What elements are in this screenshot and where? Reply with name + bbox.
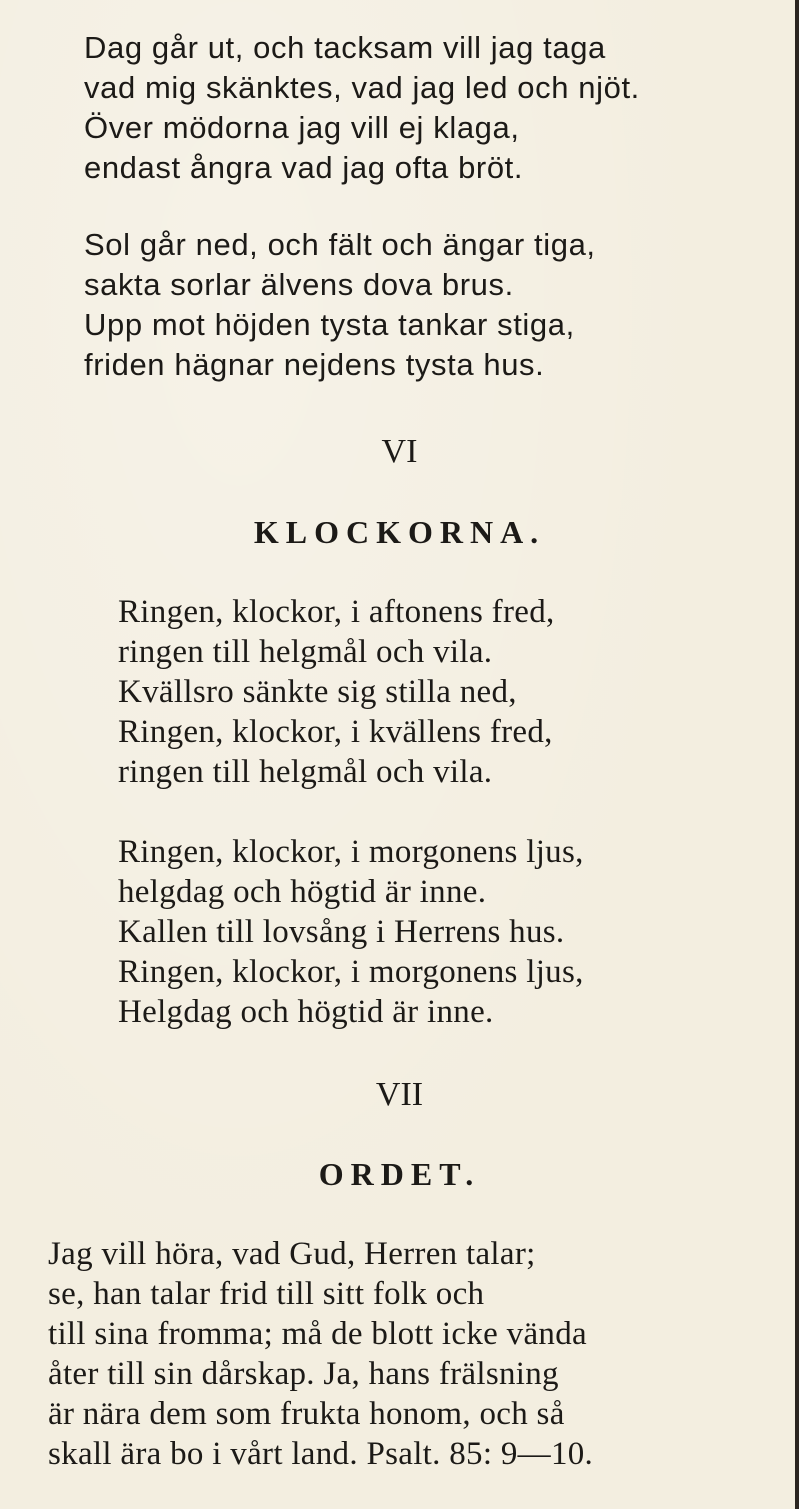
scripture-line: skall ära bo i vårt land. Psalt. 85: 9—10.	[48, 1436, 594, 1472]
poem-line: Kallen till lovsång i Herrens hus.	[118, 914, 565, 950]
poem-line: Över mödorna jag vill ej klaga,	[84, 110, 520, 145]
poem-line: helgdag och högtid är inne.	[118, 874, 487, 910]
poem-line: ringen till helgmål och vila.	[118, 634, 493, 670]
poem-line: vad mig skänktes, vad jag led och njöt.	[84, 70, 640, 105]
scripture-line: Jag vill höra, vad Gud, Herren talar;	[48, 1236, 536, 1272]
poem-line: endast ångra vad jag ofta bröt.	[84, 150, 524, 185]
poem-line: ringen till helgmål och vila.	[118, 754, 493, 790]
scripture-line: till sina fromma; må de blott icke vända	[48, 1316, 587, 1352]
scripture-line: är nära dem som frukta honom, och så	[48, 1396, 565, 1432]
poem-line: Dag går ut, och tacksam vill jag taga	[84, 30, 606, 65]
scripture-line: åter till sin dårskap. Ja, hans frälsning	[48, 1356, 559, 1392]
poem-line: sakta sorlar älvens dova brus.	[84, 267, 514, 302]
scripture-line: se, han talar frid till sitt folk och	[48, 1276, 485, 1312]
poem-line: Sol går ned, och fält och ängar tiga,	[84, 227, 596, 262]
section-numeral: VI	[381, 433, 418, 470]
poem-line: Ringen, klockor, i kvällens fred,	[118, 714, 553, 750]
poem-line: Upp mot höjden tysta tankar stiga,	[84, 307, 575, 342]
section-title: KLOCKORNA.	[253, 514, 546, 550]
poem-line: Ringen, klockor, i morgonens ljus,	[118, 954, 584, 990]
section-numeral: VII	[375, 1076, 424, 1113]
poem-line: friden hägnar nejdens tysta hus.	[84, 347, 545, 382]
section-title: ORDET.	[318, 1156, 481, 1192]
poem-line: Ringen, klockor, i aftonens fred,	[118, 594, 555, 630]
poem-line: Helgdag och högtid är inne.	[118, 994, 494, 1030]
poem-line: Kvällsro sänkte sig stilla ned,	[118, 674, 517, 710]
poem-line: Ringen, klockor, i morgonens ljus,	[118, 834, 584, 870]
